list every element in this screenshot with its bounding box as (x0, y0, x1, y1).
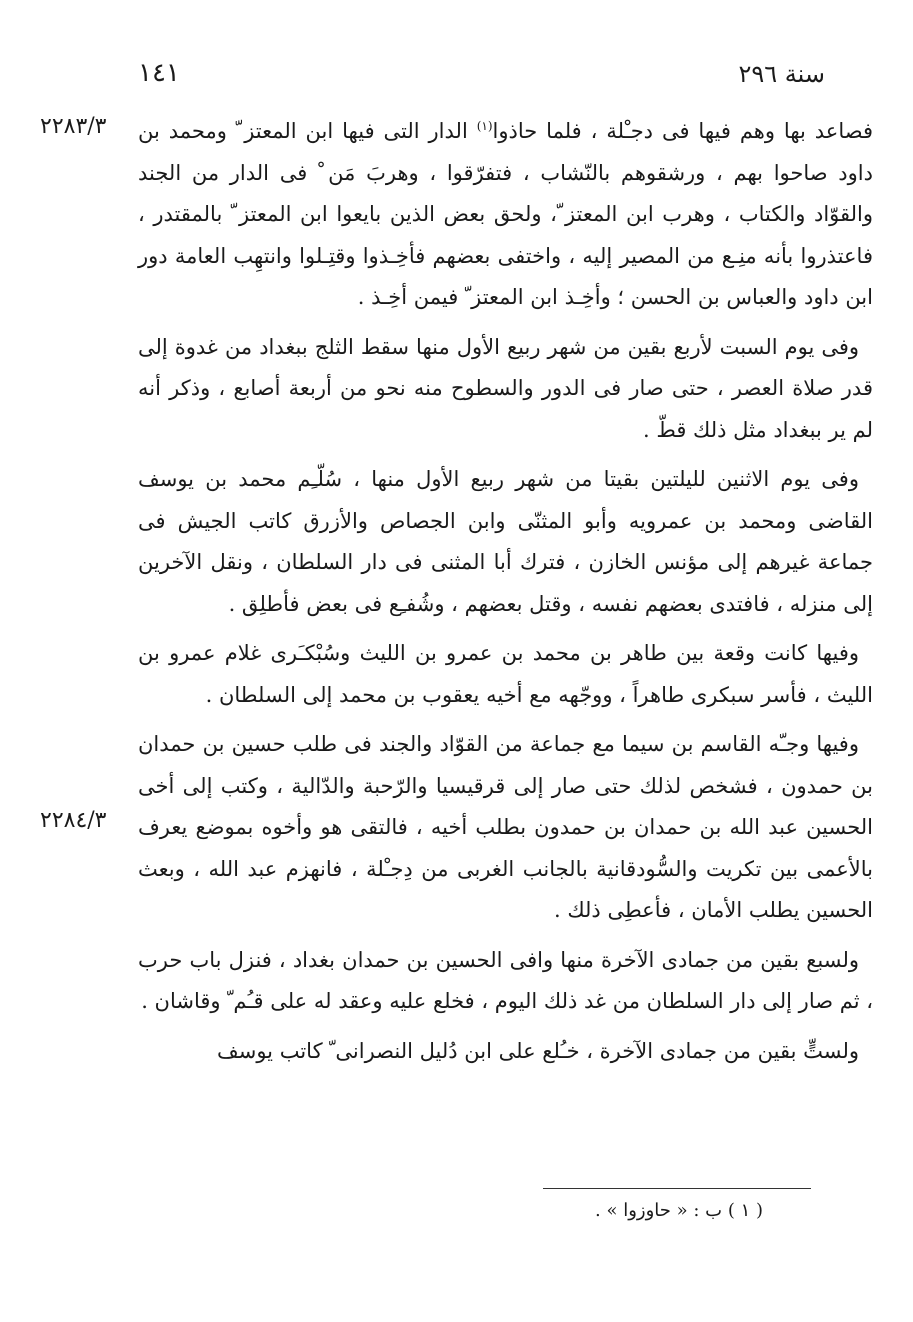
footnote: ( ١ ) ب : « حاوزوا » . (595, 1200, 763, 1221)
paragraph (138, 459, 873, 625)
paragraph-text: وفيها وجـّه القاسم بن سيما مع جماعة من القوّاد والجند فى طلب حسين بن حمدان بن حمدون ، فشخص لذلك حتى صار إلى قرقيسيا والرّحبة والدّالية ، وكتب إلى أخى الحسين عبد الله بن حمدان بن حمدون بطلب أخيه ، فالتقى هو وأخوه بموضع يعرف بالأعمى بين تكريت والسُّودقانية بالجانب الغربى من دِجـْلة ، فانهزم عبد الله ، وبعث الحسين يطلب الأمان ، فأعطِى ذلك . (138, 732, 873, 922)
paragraph-text: فصاعد بها وهم فيها فى دجـْلة ، فلما حاذوا (492, 119, 873, 143)
footnote-marker: (١) (476, 119, 493, 133)
footnote-divider (543, 1188, 811, 1189)
paragraph-text: وفى يوم الاثنين لليلتين بقيتا من شهر ربيع الأول منها ، سُلّـِم محمد بن يوسف القاضى ومحمد بن عمرويه وأبو المثنّى وابن الجصاص والأزرق كاتب الجيش فى جماعة غيرهم إلى مؤنس الخازن ، فترك أبا المثنى فى دار السلطان ، ونقل الآخرين إلى منزله ، فافتدى بعضهم نفسه ، وقتل بعضهم ، وشُفـِع فى بعض فأطلِق . (138, 467, 873, 616)
paragraph-text: ولستٍّ بقين من جمادى الآخرة ، خـُلع على ابن دُليل النصرانى ّ كاتب يوسف (217, 1038, 859, 1063)
paragraph-text: وفيها كانت وقعة بين طاهر بن محمد بن عمرو بن الليث وسُبْكـَرى غلام عمرو بن الليث ، فأسر سبكرى طاهراً ، ووجّهه مع أخيه يعقوب بن محمد إلى السلطان . (138, 641, 873, 707)
paragraph (138, 724, 873, 932)
paragraph (138, 327, 873, 452)
paragraph-text: ولسبع بقين من جمادى الآخرة منها وافى الحسين بن حمدان بغداد ، فنزل باب حرب ، ثم صار إلى دار السلطان من غد ذلك اليوم ، فخلع عليه وعقد له على قـُم ّ وقاشان . (138, 947, 873, 1013)
paragraph (138, 940, 873, 1023)
paragraph (138, 633, 873, 716)
running-header-year: سنة ٢٩٦ (738, 60, 825, 88)
paragraph (138, 1031, 873, 1073)
page-number: ١٤١ (138, 58, 180, 88)
margin-reference-2: ٢٢٨٤/٣ (40, 808, 107, 833)
paragraph (138, 106, 873, 319)
main-text (138, 106, 873, 1072)
paragraph-text: وفى يوم السبت لأربع بقين من شهر ربيع الأول منها سقط الثلج ببغداد من غدوة إلى قدر صلاة العصر ، حتى صار فى الدور والسطوح منه نحو من أربعة أصابع ، وذكر أنه لم ير ببغداد مثل ذلك قطّ . (138, 334, 873, 442)
paragraph-text: الدار التى فيها ابن المعتز ّ ومحمد بن داود صاحوا بهم ، ورشقوهم بالنّشاب ، فتفرّقوا ، وهربَ مَن ْ فى الدار من الجند والقوّاد والكتاب ، وهرب ابن المعتز ّ، ولحق بعض الذين بايعوا ابن المعتز ّ بالمقتدر ، فاعتذروا بأنه منِـع من المصير إليه ، واختفى بعضهم فأخِـذوا وقتِـلوا وانتهِب العامة دور ابن داود والعباس بن الحسن ؛ وأخِـذ ابن المعتز ّ فيمن أخِـذ . (138, 119, 873, 309)
margin-reference-1: ٢٢٨٣/٣ (40, 114, 107, 139)
